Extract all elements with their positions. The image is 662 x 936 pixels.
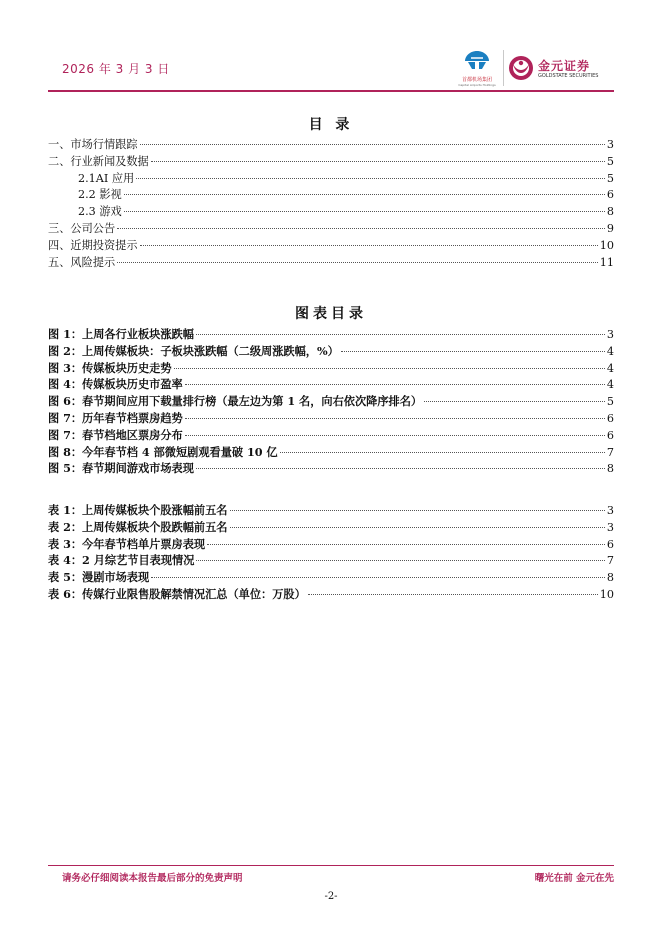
figures-title: 图表目录 (295, 306, 367, 322)
toc-title: 目 录 (308, 117, 354, 133)
leader-dots (151, 577, 605, 578)
chart-item-page: 3 (606, 328, 614, 341)
table-item-label: 表 5：漫剧市场表现 (48, 570, 150, 585)
toc-item-page: 5 (606, 154, 614, 168)
table-item-label: 表 3：今年春节档单片票房表现 (48, 536, 206, 551)
chart-item[interactable] (48, 343, 614, 360)
leader-dots (124, 211, 605, 212)
leader-dots (424, 401, 605, 402)
toc-item-label: 三、公司公告 (48, 221, 116, 235)
table-item-page: 8 (606, 571, 614, 585)
chart-item-label: 图 7：春节档地区票房分布 (48, 427, 183, 442)
chart-item[interactable] (48, 393, 614, 410)
table-item[interactable] (48, 552, 614, 569)
report-date: 2026 年 3 月 3 日 (62, 62, 170, 76)
table-item[interactable] (48, 519, 614, 536)
table-item[interactable] (48, 536, 614, 553)
table-item-page: 3 (606, 504, 614, 517)
chart-item-label: 图 5：春节期间游戏市场表现 (48, 461, 194, 476)
footer-slogan: 曙光在前 金元在先 (534, 873, 614, 884)
leader-dots (185, 435, 605, 436)
toc-item-label: 2.1AI 应用 (78, 171, 135, 185)
leader-dots (151, 161, 605, 162)
toc-item-label: 2.3 游戏 (78, 205, 122, 219)
toc-item-page: 8 (606, 205, 614, 219)
table-item[interactable] (48, 502, 614, 519)
table-item[interactable] (48, 569, 614, 586)
chart-item-page: 6 (606, 428, 614, 442)
footer-rule (48, 865, 614, 866)
leader-dots (196, 334, 605, 335)
toc-item[interactable] (48, 154, 614, 171)
chart-item-label: 图 8：今年春节档 4 部微短剧观看量破 10 亿 (48, 444, 278, 459)
chart-item-label: 图 3：传媒板块历史走势 (48, 360, 172, 375)
leader-dots (124, 194, 605, 195)
page-number: -2- (324, 891, 338, 902)
chart-item-page: 7 (606, 445, 614, 459)
header-rule (48, 90, 614, 92)
leader-dots (280, 452, 605, 453)
chart-item[interactable] (48, 460, 614, 477)
chart-item[interactable] (48, 376, 614, 393)
chart-item-label: 图 1：上周各行业板块涨跌幅 (48, 327, 194, 341)
leader-dots (117, 228, 605, 229)
leader-dots (174, 368, 605, 369)
leader-dots (308, 594, 598, 595)
goldstate-logo (508, 53, 608, 83)
chart-item-page: 5 (606, 395, 614, 409)
chart-item-page: 8 (606, 462, 614, 476)
table-item-page: 10 (599, 587, 614, 601)
table-item-page: 6 (606, 537, 614, 551)
table-list (48, 502, 614, 603)
goldstate-emblem-icon (508, 55, 534, 81)
leader-dots (196, 560, 604, 561)
leader-dots (207, 544, 605, 545)
table-item[interactable] (48, 586, 614, 603)
chart-list (48, 326, 614, 477)
toc-item[interactable] (48, 255, 614, 272)
footer-disclaimer: 请务必仔细阅读本报告最后部分的免责声明 (62, 873, 243, 884)
leader-dots (185, 384, 605, 385)
table-item-label: 表 1：上周传媒板块个股涨幅前五名 (48, 503, 228, 517)
chart-item-label: 图 7：历年春节档票房趋势 (48, 410, 183, 425)
toc-item-label: 五、风险提示 (48, 255, 116, 269)
leader-dots (185, 418, 605, 419)
toc-list (48, 137, 614, 271)
leader-dots (230, 510, 605, 511)
chart-item[interactable] (48, 326, 614, 343)
capital-airports-name: 首都机场集团 (461, 77, 492, 83)
logo-divider (503, 50, 504, 86)
chart-item[interactable] (48, 410, 614, 427)
chart-item-page: 6 (606, 411, 614, 425)
toc-item-page: 3 (606, 138, 614, 151)
toc-item-page: 6 (606, 188, 614, 202)
toc-item[interactable] (48, 221, 614, 238)
chart-item-label: 图 4：传媒板块历史市盈率 (48, 377, 183, 392)
goldstate-en: GOLDSTATE SECURITIES (538, 73, 599, 79)
toc-item[interactable] (48, 204, 614, 221)
chart-item-page: 4 (606, 378, 614, 392)
leader-dots (196, 468, 605, 469)
toc-item[interactable] (48, 187, 614, 204)
toc-item-page: 11 (599, 255, 614, 269)
table-item-label: 表 6：传媒行业限售股解禁情况汇总（单位：万股） (48, 586, 306, 601)
table-item-label: 表 2：上周传媒板块个股跌幅前五名 (48, 519, 228, 534)
leader-dots (140, 144, 605, 145)
capital-airports-logo (453, 49, 501, 91)
leader-dots (230, 527, 605, 528)
chart-item-label: 图 6：春节期间应用下载量排行榜（最左边为第 1 名，向右依次降序排名） (48, 394, 423, 409)
toc-item-page: 9 (606, 221, 614, 235)
chart-item[interactable] (48, 360, 614, 377)
table-item-page: 3 (606, 520, 614, 534)
leader-dots (341, 351, 605, 352)
toc-item[interactable] (48, 137, 614, 154)
capital-airports-en: Capital Airports Holdings (458, 83, 496, 87)
chart-item-page: 4 (606, 361, 614, 375)
leader-dots (136, 178, 605, 179)
toc-item-page: 10 (599, 238, 614, 252)
goldstate-name: 金元证券 (538, 59, 591, 73)
leader-dots (117, 262, 598, 263)
toc-item-label: 2.2 影视 (78, 188, 122, 202)
chart-item-page: 4 (606, 344, 614, 358)
chart-item[interactable] (48, 427, 614, 444)
toc-item-label: 二、行业新闻及数据 (48, 154, 149, 168)
chart-item[interactable] (48, 444, 614, 461)
toc-item-label: 一、市场行情跟踪 (48, 138, 138, 151)
toc-item[interactable] (48, 238, 614, 255)
airport-emblem-icon (462, 49, 492, 73)
chart-item-label: 图 2：上周传媒板块：子板块涨跌幅（二级周涨跌幅，%） (48, 343, 339, 358)
table-item-label: 表 4：2 月综艺节目表现情况 (48, 553, 195, 568)
leader-dots (140, 245, 598, 246)
table-item-page: 7 (606, 554, 614, 568)
toc-item-label: 四、近期投资提示 (48, 238, 138, 252)
toc-item[interactable] (48, 171, 614, 188)
toc-item-page: 5 (606, 171, 614, 185)
